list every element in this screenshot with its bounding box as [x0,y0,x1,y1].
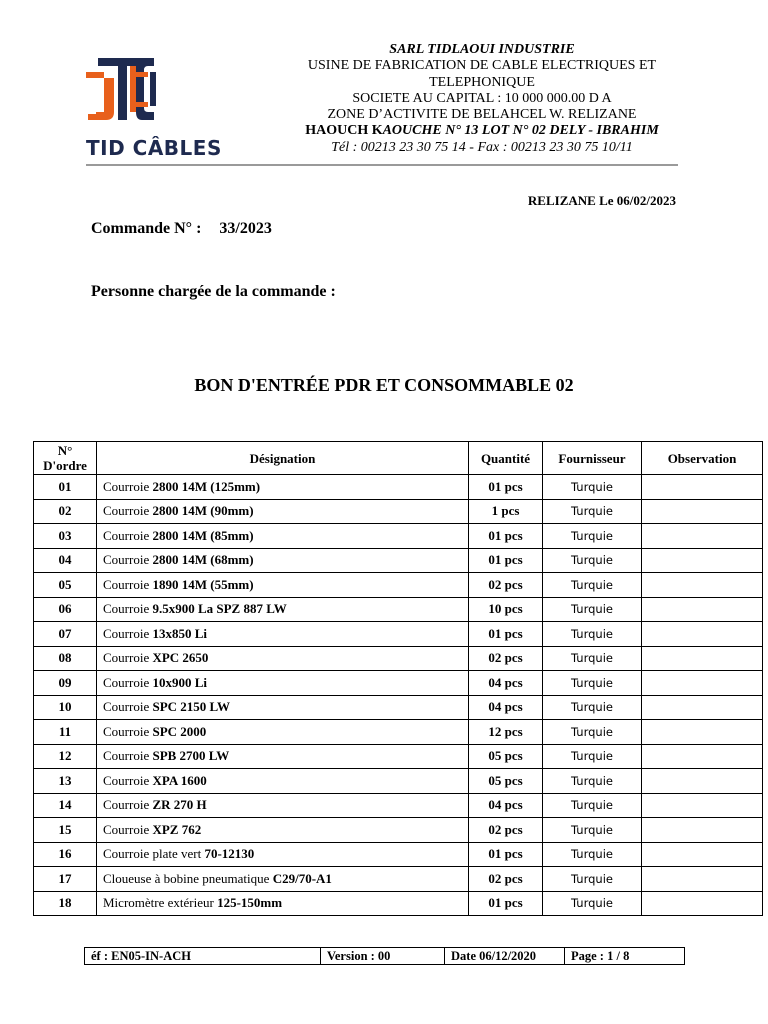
table-row [34,622,763,647]
row-num: 13 [34,769,97,794]
row-designation [97,597,469,622]
row-observation [642,646,763,671]
row-supplier: Turquie [543,793,642,818]
designation-prefix: Courroie [103,699,150,715]
row-supplier: Turquie [543,524,642,549]
designation-prefix: Courroie plate vert [103,846,202,862]
row-num: 05 [34,573,97,598]
header-observation: Observation [642,442,763,475]
row-num: 16 [34,842,97,867]
table-row [34,769,763,794]
table-row [34,646,763,671]
designation-prefix: Courroie [103,601,150,617]
row-supplier: Turquie [543,646,642,671]
row-supplier: Turquie [543,671,642,696]
designation-prefix: Courroie [103,723,150,739]
designation-prefix: Courroie [103,527,150,543]
table-row [34,573,763,598]
row-num: 10 [34,695,97,720]
designation-spec: 9.5x900 La SPZ 887 LW [152,601,287,617]
designation-prefix: Cloueuse à bobine pneumatique [103,870,270,886]
designation-prefix: Courroie [103,772,150,788]
person-in-charge-label: Personne chargée de la commande : [91,283,336,300]
row-quantity: 04 pcs [469,671,543,696]
table-row [34,475,763,500]
designation-prefix: Courroie [103,674,150,690]
row-observation [642,818,763,843]
table-row [34,793,763,818]
table-row [34,499,763,524]
row-num: 11 [34,720,97,745]
footer-page: Page : 1 / 8 [565,948,685,965]
row-supplier: Turquie [543,720,642,745]
table-row [34,695,763,720]
company-line-2: TELEPHONIQUE [429,74,535,90]
designation-spec: 1890 14M (55mm) [152,576,254,592]
row-supplier: Turquie [543,475,642,500]
row-observation [642,842,763,867]
row-num: 14 [34,793,97,818]
row-supplier: Turquie [543,818,642,843]
row-quantity: 01 pcs [469,524,543,549]
document-footer [84,947,685,965]
row-designation [97,622,469,647]
table-row [34,597,763,622]
row-quantity: 12 pcs [469,720,543,745]
row-designation [97,720,469,745]
document-title: BON D'ENTRÉE PDR ET CONSOMMABLE 02 [194,375,574,395]
row-quantity: 04 pcs [469,695,543,720]
row-supplier: Turquie [543,499,642,524]
row-designation [97,475,469,500]
row-observation [642,475,763,500]
order-number [91,220,272,238]
header-quantity: Quantité [469,442,543,475]
row-num: 04 [34,548,97,573]
row-quantity: 01 pcs [469,842,543,867]
row-num: 15 [34,818,97,843]
row-observation [642,744,763,769]
row-supplier: Turquie [543,744,642,769]
designation-prefix: Courroie [103,478,150,494]
row-observation [642,671,763,696]
row-quantity: 02 pcs [469,867,543,892]
designation-spec: XPC 2650 [152,650,209,666]
designation-prefix: Courroie [103,650,150,666]
row-num: 08 [34,646,97,671]
row-supplier: Turquie [543,573,642,598]
order-label: Commande N° : [91,220,202,237]
company-address [262,123,702,139]
designation-prefix: Courroie [103,576,150,592]
header-num-line-1: N° [57,443,73,458]
footer-ref: éf : EN05-IN-ACH [85,948,321,965]
row-num: 18 [34,891,97,916]
row-observation [642,524,763,549]
designation-spec: SPC 2150 LW [152,699,231,715]
company-zone: ZONE D’ACTIVITE DE BELAHCEL W. RELIZANE [327,107,637,123]
designation-spec: XPZ 762 [152,821,202,837]
row-designation [97,818,469,843]
table-row [34,671,763,696]
row-supplier: Turquie [543,867,642,892]
row-observation [642,695,763,720]
row-supplier: Turquie [543,891,642,916]
row-quantity: 10 pcs [469,597,543,622]
company-capital: SOCIETE AU CAPITAL : 10 000 000.00 D A [352,90,612,106]
designation-spec: XPA 1600 [152,772,207,788]
row-designation [97,867,469,892]
row-supplier: Turquie [543,548,642,573]
row-quantity: 05 pcs [469,744,543,769]
designation-spec: 70-12130 [204,846,255,862]
address-part-a: HAOUCH K [305,123,383,139]
row-designation [97,793,469,818]
row-quantity: 01 pcs [469,622,543,647]
company-line-1: USINE DE FABRICATION DE CABLE ELECTRIQUES ET [307,58,657,74]
table-row [34,524,763,549]
header-num-line-2: D'ordre [43,458,87,473]
table-row [34,891,763,916]
row-supplier: Turquie [543,622,642,647]
row-designation [97,524,469,549]
row-quantity: 02 pcs [469,573,543,598]
designation-prefix: Courroie [103,552,150,568]
row-quantity: 05 pcs [469,769,543,794]
row-quantity: 02 pcs [469,818,543,843]
row-observation [642,597,763,622]
designation-spec: 2800 14M (68mm) [152,552,254,568]
row-designation [97,499,469,524]
header-num [34,442,97,475]
designation-spec: C29/70-A1 [272,870,332,886]
header-supplier: Fournisseur [543,442,642,475]
row-quantity: 1 pcs [469,499,543,524]
place-date: RELIZANE Le 06/02/2023 [527,193,676,208]
address-part-b: AOUCHE N° 13 LOT N° 02 DELY - IBRAHIM [382,123,659,139]
row-observation [642,793,763,818]
designation-prefix: Courroie [103,503,150,519]
row-num: 02 [34,499,97,524]
order-value: 33/2023 [219,220,272,237]
designation-prefix: Micromètre extérieur [103,895,214,911]
table-row [34,818,763,843]
row-num: 01 [34,475,97,500]
row-num: 12 [34,744,97,769]
row-designation [97,769,469,794]
row-observation [642,720,763,745]
row-observation [642,499,763,524]
table-row [34,720,763,745]
row-observation [642,769,763,794]
designation-spec: 2800 14M (125mm) [152,478,261,494]
row-observation [642,891,763,916]
row-designation [97,671,469,696]
row-observation [642,622,763,647]
row-quantity: 01 pcs [469,891,543,916]
table-row [34,548,763,573]
row-quantity: 04 pcs [469,793,543,818]
designation-spec: SPB 2700 LW [152,748,230,764]
designation-spec: 13x850 Li [152,625,208,641]
row-designation [97,842,469,867]
items-table [33,441,763,916]
row-designation [97,891,469,916]
designation-spec: 10x900 Li [152,674,208,690]
footer-version: Version : 00 [321,948,445,965]
company-phone-fax: Tél : 00213 23 30 75 14 - Fax : 00213 23 30 75 10/11 [331,139,633,155]
row-num: 03 [34,524,97,549]
row-quantity: 02 pcs [469,646,543,671]
row-quantity: 01 pcs [469,548,543,573]
row-quantity: 01 pcs [469,475,543,500]
row-observation [642,867,763,892]
company-name: SARL TIDLAOUI INDUSTRIE [389,42,575,57]
designation-spec: 2800 14M (85mm) [152,527,254,543]
header-divider [86,164,678,166]
row-observation [642,573,763,598]
header-designation: Désignation [97,442,469,475]
row-designation [97,573,469,598]
row-supplier: Turquie [543,695,642,720]
row-num: 06 [34,597,97,622]
row-supplier: Turquie [543,597,642,622]
designation-prefix: Courroie [103,748,150,764]
row-num: 07 [34,622,97,647]
table-row [34,867,763,892]
row-designation [97,744,469,769]
row-designation [97,695,469,720]
table-row [34,842,763,867]
designation-spec: SPC 2000 [152,723,207,739]
designation-spec: ZR 270 H [152,797,207,813]
designation-prefix: Courroie [103,821,150,837]
row-num: 09 [34,671,97,696]
designation-prefix: Courroie [103,797,150,813]
row-observation [642,548,763,573]
table-header-row [34,442,763,475]
row-supplier: Turquie [543,769,642,794]
row-supplier: Turquie [543,842,642,867]
designation-spec: 2800 14M (90mm) [152,503,254,519]
row-num: 17 [34,867,97,892]
designation-spec: 125-150mm [217,895,283,911]
footer-date: Date 06/12/2020 [445,948,565,965]
designation-prefix: Courroie [103,625,150,641]
row-designation [97,646,469,671]
table-row [34,744,763,769]
company-header [262,42,702,156]
logo-wordmark: TID CÂBLES [86,136,222,160]
row-designation [97,548,469,573]
